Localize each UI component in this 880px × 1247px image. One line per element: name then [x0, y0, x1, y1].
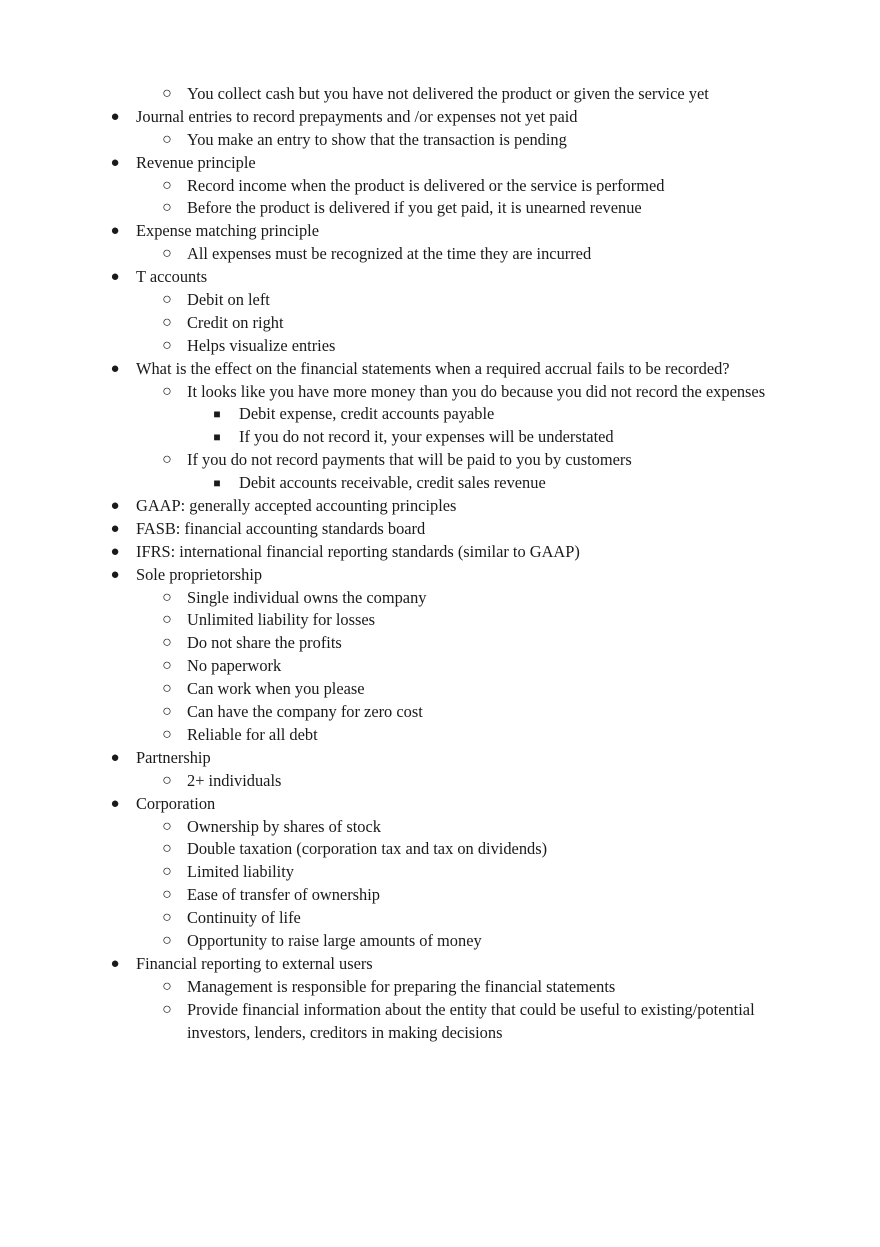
- note-item-level-2: [0, 197, 880, 220]
- bullet-disc-icon: ●: [110, 566, 120, 583]
- note-item-level-1: [0, 564, 880, 587]
- note-text: Do not share the profits: [187, 633, 342, 653]
- note-text: Credit on right: [187, 312, 284, 332]
- note-text: You make an entry to show that the transaction is pending: [187, 129, 567, 149]
- note-item-level-2: [0, 449, 880, 472]
- note-item-level-1: [0, 541, 880, 564]
- note-item-level-3: [0, 403, 880, 426]
- note-item-level-1: [0, 747, 880, 770]
- note-item-level-2: [0, 312, 880, 335]
- note-text: Debit on left: [187, 290, 270, 310]
- bullet-circle-icon: ○: [162, 657, 172, 675]
- bullet-circle-icon: ○: [162, 977, 172, 995]
- note-text: Opportunity to raise large amounts of money: [187, 930, 482, 950]
- note-text: If you do not record it, your expenses will be understated: [239, 427, 614, 447]
- note-item-level-2: [0, 884, 880, 907]
- note-item-level-1: [0, 358, 880, 381]
- note-item-level-2: [0, 678, 880, 701]
- note-item-level-1: [0, 793, 880, 816]
- bullet-circle-icon: ○: [162, 703, 172, 721]
- note-text: Unlimited liability for losses: [187, 610, 376, 630]
- notes-list: [0, 83, 880, 1044]
- bullet-circle-icon: ○: [162, 245, 172, 263]
- bullet-disc-icon: ●: [110, 543, 120, 560]
- note-text: Before the product is delivered if you get paid, it is unearned revenue: [187, 198, 642, 218]
- bullet-circle-icon: ○: [162, 130, 172, 148]
- note-text: It looks like you have more money than you do because you did not record the expenses: [187, 381, 766, 401]
- bullet-disc-icon: ●: [110, 520, 120, 537]
- note-item-level-2: [0, 770, 880, 793]
- note-item-level-2: [0, 701, 880, 724]
- bullet-circle-icon: ○: [162, 451, 172, 469]
- note-text: 2+ individuals: [187, 770, 282, 790]
- bullet-circle-icon: ○: [162, 634, 172, 652]
- note-text: Debit accounts receivable, credit sales revenue: [239, 473, 546, 493]
- note-item-level-1: [0, 266, 880, 289]
- note-text: Ease of transfer of ownership: [187, 885, 380, 905]
- note-item-level-3: [0, 426, 880, 449]
- note-item-level-1: [0, 518, 880, 541]
- bullet-disc-icon: ●: [110, 269, 120, 286]
- bullet-circle-icon: ○: [162, 199, 172, 217]
- bullet-circle-icon: ○: [162, 817, 172, 835]
- bullet-circle-icon: ○: [162, 85, 172, 102]
- bullet-circle-icon: ○: [162, 291, 172, 309]
- note-text: Continuity of life: [187, 908, 301, 928]
- bullet-circle-icon: ○: [162, 588, 172, 606]
- bullet-circle-icon: ○: [162, 1000, 172, 1018]
- note-text: Financial reporting to external users: [136, 953, 373, 973]
- note-item-level-2: [0, 609, 880, 632]
- bullet-circle-icon: ○: [162, 382, 172, 400]
- bullet-disc-icon: ●: [110, 154, 120, 171]
- note-text: Sole proprietorship: [136, 564, 263, 584]
- note-item-level-2: [0, 999, 880, 1022]
- bullet-square-icon: ■: [213, 476, 221, 491]
- note-text: Limited liability: [187, 862, 294, 882]
- note-item-level-2: [0, 838, 880, 861]
- note-item-level-3: [0, 472, 880, 495]
- bullet-circle-icon: ○: [162, 931, 172, 949]
- note-text: investors, lenders, creditors in making decisions: [187, 1022, 503, 1042]
- note-item-level-2: [0, 335, 880, 358]
- note-item-level-2: [0, 655, 880, 678]
- note-item-level-2: [0, 83, 880, 106]
- note-item-level-2: [0, 861, 880, 884]
- note-text: Debit expense, credit accounts payable: [239, 404, 495, 424]
- note-item-level-2: [0, 930, 880, 953]
- note-item-level-2: [0, 243, 880, 266]
- note-text: Can work when you please: [187, 679, 365, 699]
- note-item-level-2: [0, 129, 880, 152]
- note-item-level-1: [0, 495, 880, 518]
- bullet-circle-icon: ○: [162, 680, 172, 698]
- note-text: If you do not record payments that will be paid to you by customers: [187, 450, 632, 470]
- note-text: Double taxation (corporation tax and tax on dividends): [187, 839, 548, 859]
- bullet-circle-icon: ○: [162, 611, 172, 629]
- note-item-level-2: [0, 907, 880, 930]
- bullet-square-icon: ■: [213, 430, 221, 445]
- note-item-level-1: [0, 152, 880, 175]
- bullet-circle-icon: ○: [162, 909, 172, 927]
- note-text: Partnership: [136, 747, 211, 767]
- bullet-disc-icon: ●: [110, 498, 120, 515]
- note-text: Journal entries to record prepayments and /or expenses not yet paid: [136, 106, 578, 126]
- note-text: T accounts: [136, 267, 208, 287]
- note-text: No paperwork: [187, 656, 282, 676]
- note-text: What is the effect on the financial statements when a required accrual fails to be recorded?: [136, 358, 730, 378]
- bullet-circle-icon: ○: [162, 336, 172, 354]
- note-continuation: [0, 1022, 880, 1045]
- bullet-circle-icon: ○: [162, 863, 172, 881]
- note-text: Management is responsible for preparing the financial statements: [187, 976, 616, 996]
- note-item-level-2: [0, 587, 880, 610]
- note-text: All expenses must be recognized at the time they are incurred: [187, 244, 592, 264]
- bullet-disc-icon: ●: [110, 108, 120, 125]
- note-text: Ownership by shares of stock: [187, 816, 381, 836]
- note-item-level-1: [0, 220, 880, 243]
- note-item-level-2: [0, 175, 880, 198]
- bullet-disc-icon: ●: [110, 795, 120, 812]
- note-text: Record income when the product is delivered or the service is performed: [187, 175, 665, 195]
- note-text: Provide financial information about the entity that could be useful to existing/potential: [187, 999, 755, 1019]
- bullet-circle-icon: ○: [162, 840, 172, 858]
- bullet-circle-icon: ○: [162, 725, 172, 743]
- note-text: Reliable for all debt: [187, 724, 318, 744]
- bullet-square-icon: ■: [213, 407, 221, 422]
- note-text: FASB: financial accounting standards board: [136, 518, 426, 538]
- bullet-circle-icon: ○: [162, 313, 172, 331]
- note-item-level-2: [0, 289, 880, 312]
- note-item-level-2: [0, 724, 880, 747]
- note-item-level-2: [0, 816, 880, 839]
- note-item-level-2: [0, 381, 880, 404]
- note-text: IFRS: international financial reporting standards (similar to GAAP): [136, 541, 580, 561]
- note-text: You collect cash but you have not delivered the product or given the service yet: [187, 84, 709, 103]
- bullet-circle-icon: ○: [162, 886, 172, 904]
- note-text: GAAP: generally accepted accounting principles: [136, 496, 457, 516]
- bullet-circle-icon: ○: [162, 176, 172, 194]
- note-text: Single individual owns the company: [187, 587, 427, 607]
- note-text: Can have the company for zero cost: [187, 702, 423, 722]
- note-item-level-2: [0, 632, 880, 655]
- note-text: Revenue principle: [136, 152, 256, 172]
- bullet-disc-icon: ●: [110, 223, 120, 240]
- note-item-level-2: [0, 976, 880, 999]
- note-text: Helps visualize entries: [187, 335, 336, 355]
- bullet-disc-icon: ●: [110, 360, 120, 377]
- bullet-circle-icon: ○: [162, 771, 172, 789]
- bullet-disc-icon: ●: [110, 955, 120, 972]
- note-item-level-1: [0, 106, 880, 129]
- note-text: Expense matching principle: [136, 221, 319, 241]
- bullet-disc-icon: ●: [110, 749, 120, 766]
- note-item-level-1: [0, 953, 880, 976]
- note-text: Corporation: [136, 793, 216, 813]
